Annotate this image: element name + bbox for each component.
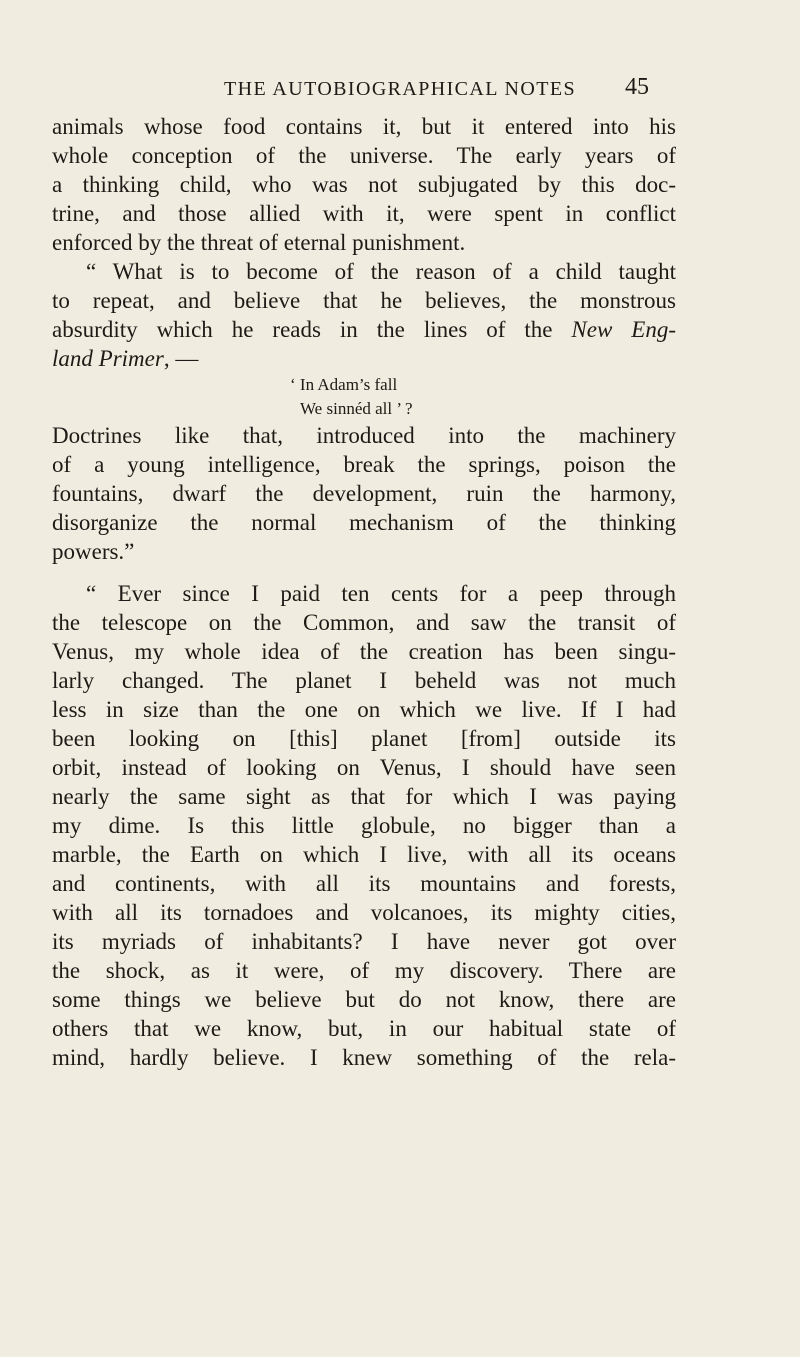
body-text: [52, 112, 676, 1072]
text-line: some things we believe but do not know, there are: [52, 987, 676, 1012]
text-segment: , —: [163, 346, 199, 371]
paragraph-4: [52, 579, 676, 1072]
text-line: mind, hardly believe. I knew something of the rela-: [52, 1045, 676, 1070]
text-line: its myriads of inhabitants? I have never got over: [52, 929, 676, 954]
text-line: enforced by the threat of eternal punishment.: [52, 230, 466, 255]
text-line: Venus, my whole idea of the creation has been singu-: [52, 639, 676, 664]
text-line: been looking on [this] planet [from] outside its: [52, 726, 676, 751]
text-line: [52, 315, 676, 344]
running-header: THE AUTOBIOGRAPHICAL NOTES: [224, 78, 576, 100]
text-line: whole conception of the universe. The early years of: [52, 143, 676, 168]
text-line: Doctrines like that, introduced into the machinery: [52, 423, 676, 448]
paragraph-gap: [52, 566, 676, 579]
text-line: powers.”: [52, 539, 135, 564]
text-line: animals whose food contains it, but it entered into his: [52, 114, 676, 139]
paragraph-3: [52, 421, 676, 566]
text-line: fountains, dwarf the development, ruin the harmony,: [52, 481, 676, 506]
text-line: with all its tornadoes and volcanoes, its mighty cities,: [52, 900, 676, 925]
text-line: less in size than the one on which we live. If I had: [52, 697, 676, 722]
text-line: the shock, as it were, of my discovery. There are: [52, 958, 676, 983]
text-line: nearly the same sight as that for which I was paying: [52, 784, 676, 809]
paragraph-2: [52, 257, 676, 421]
verse-line: We sinnéd all ’ ?: [300, 399, 413, 418]
page-number: 45: [625, 74, 649, 100]
text-line: a thinking child, who was not subjugated by this doc-: [52, 172, 676, 197]
book-title-italic: land Primer: [52, 346, 164, 371]
text-line: the telescope on the Common, and saw the transit of: [52, 610, 676, 635]
text-line: of a young intelligence, break the springs, poison the: [52, 452, 676, 477]
text-line: marble, the Earth on which I live, with all its oceans: [52, 842, 676, 867]
book-title-italic: New Eng-: [571, 317, 676, 342]
text-line: larly changed. The planet I beheld was not much: [52, 668, 676, 693]
text-line: others that we know, but, in our habitual state of: [52, 1016, 676, 1041]
text-line: [52, 344, 676, 373]
paragraph-1: [52, 112, 676, 257]
text-segment: absurdity which he reads in the lines of the: [52, 317, 572, 342]
text-line: “ What is to become of the reason of a child taught: [86, 259, 676, 284]
text-line: disorganize the normal mechanism of the thinking: [52, 510, 676, 535]
text-line: my dime. Is this little globule, no bigger than a: [52, 813, 676, 838]
text-line: orbit, instead of looking on Venus, I should have seen: [52, 755, 676, 780]
text-line: “ Ever since I paid ten cents for a peep through: [86, 581, 676, 606]
text-line: and continents, with all its mountains and forests,: [52, 871, 676, 896]
verse-line: ‘ In Adam’s fall: [290, 375, 398, 394]
text-line: to repeat, and believe that he believes, the monstrous: [52, 288, 676, 313]
text-line: trine, and those allied with it, were spent in conflict: [52, 201, 676, 226]
